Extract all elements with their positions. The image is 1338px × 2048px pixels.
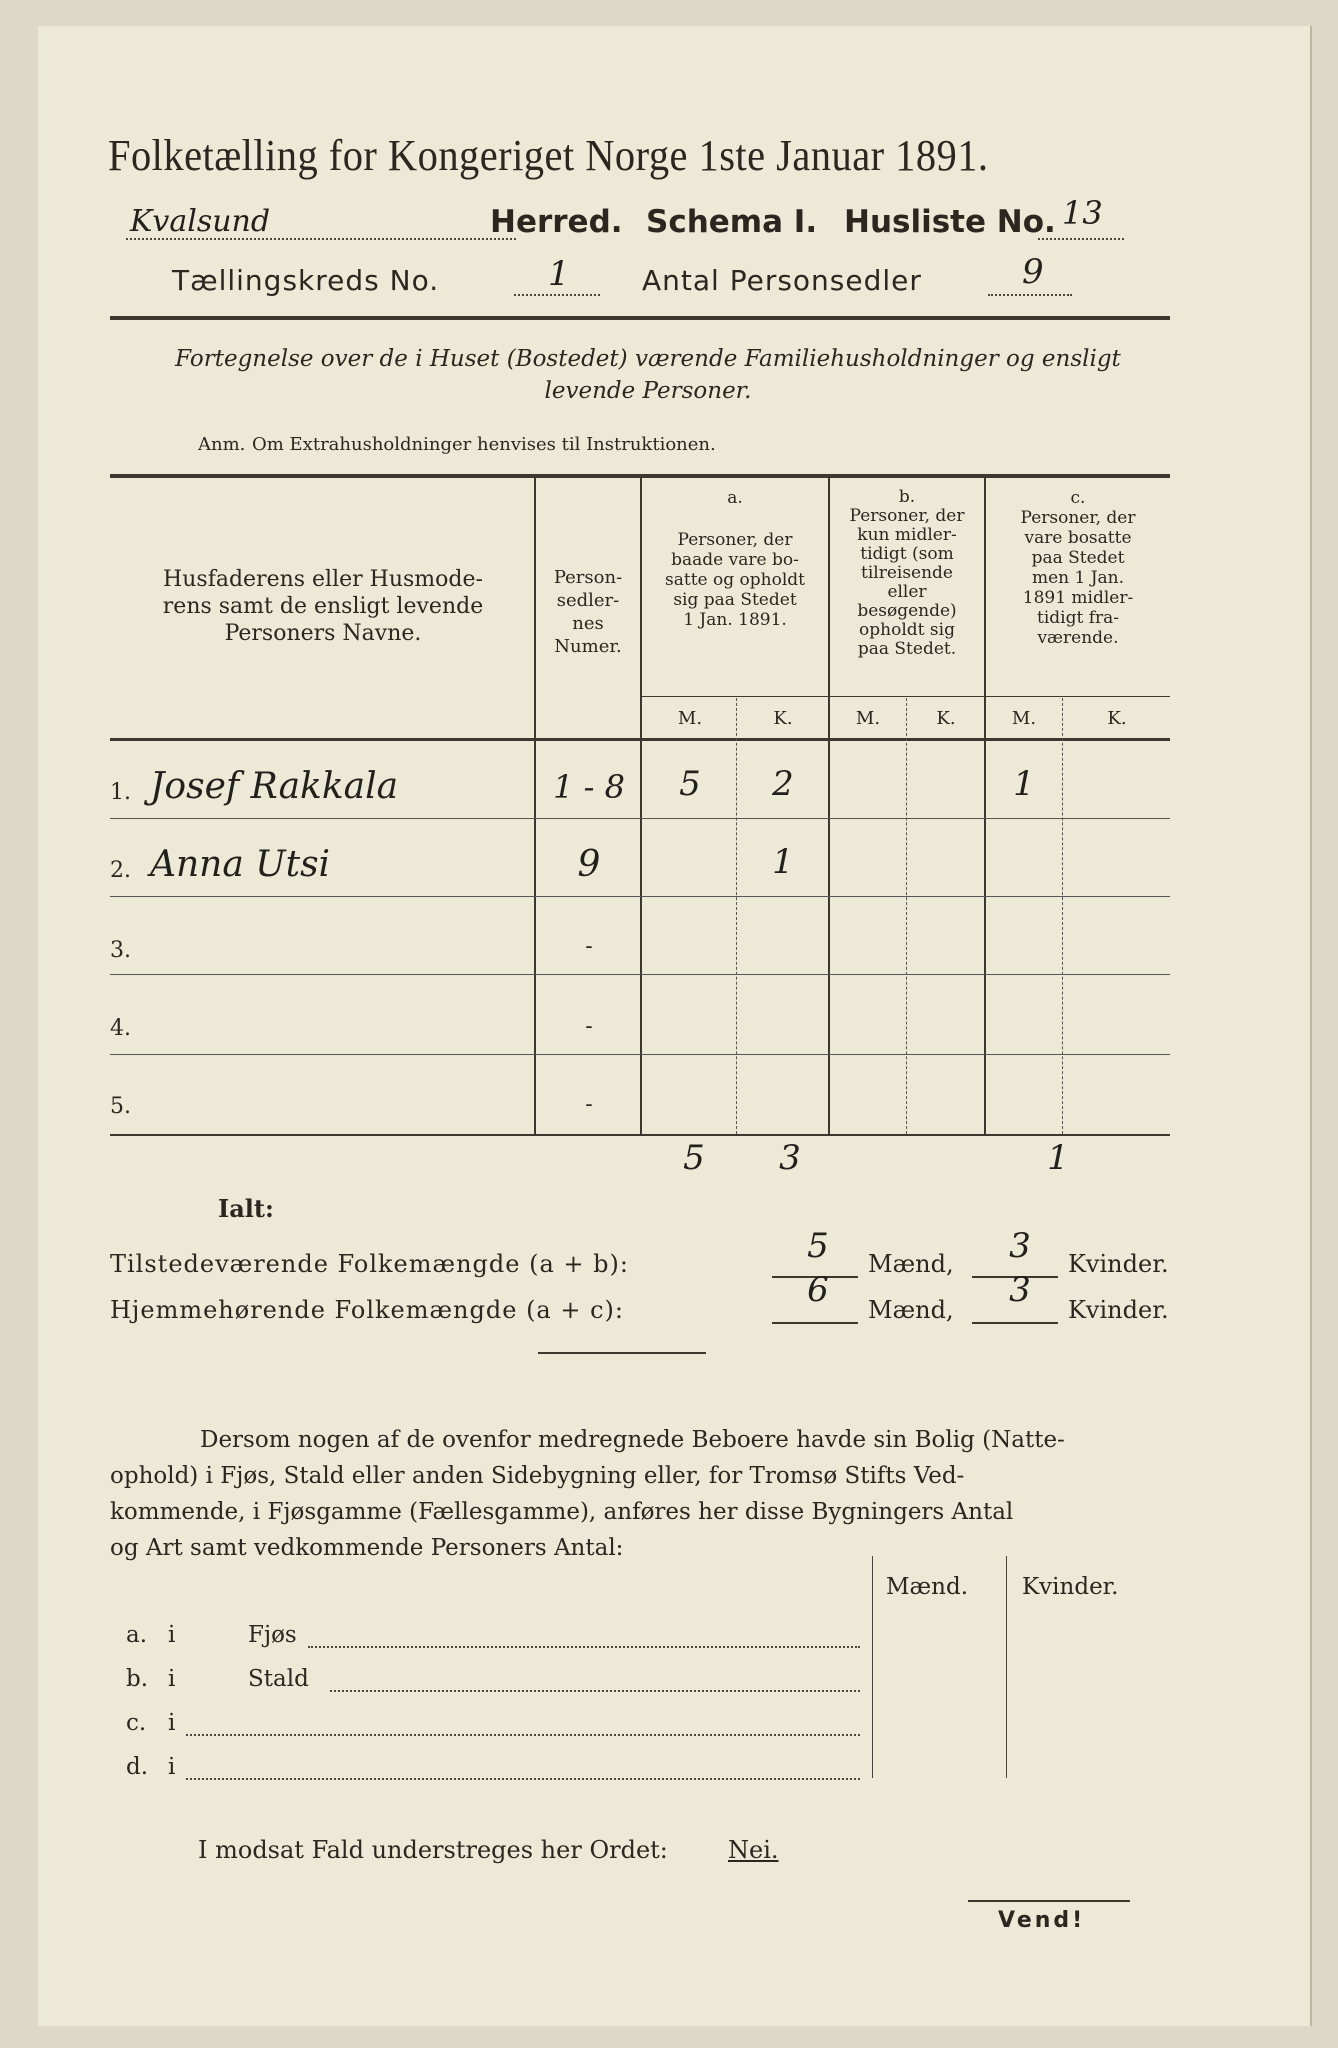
hjem-label: Hjemmehørende Folkemængde (a + c):: [110, 1296, 624, 1324]
hjem-maend-line: [772, 1322, 858, 1324]
col-c-line-4: men 1 Jan.: [1031, 568, 1125, 588]
kreds-label: Tællingskreds No.: [172, 264, 440, 297]
col-a-letter: a.: [727, 488, 743, 508]
col-b-line-2: kun midler-: [857, 525, 957, 545]
col-a-k-label: K.: [773, 708, 793, 729]
kreds-value: 1: [548, 254, 570, 294]
row-1-numer: 1 - 8: [553, 768, 625, 806]
tilst-label: Tilstedeværende Folkemængde (a + b):: [110, 1250, 629, 1278]
buildings-divider-left: [872, 1556, 873, 1778]
names-header-line-1: Husfaderens eller Husmode-: [163, 567, 483, 592]
col-divider-names: [534, 478, 536, 1134]
intro-line-1: Fortegnelse over de i Huset (Bostedet) værende Familiehusholdninger og ensligt: [175, 346, 1121, 372]
col-b-line-6: besøgende): [857, 601, 957, 621]
section-divider: [538, 1352, 706, 1354]
census-form-page: [38, 26, 1312, 2026]
numer-header-line-4: Numer.: [554, 636, 622, 657]
col-divider-b-mk: [906, 698, 908, 1134]
names-header-line-3: Personers Navne.: [224, 621, 422, 646]
ialt-a-m: 5: [683, 1138, 705, 1178]
tilst-maend-label: Mænd,: [868, 1250, 954, 1278]
col-c-line-2: vare bosatte: [1024, 528, 1132, 548]
col-b-line-1: Personer, der: [849, 506, 965, 526]
header-rule: [110, 316, 1170, 320]
row-3-num: 3.: [110, 938, 131, 963]
herred-dotted-line: [126, 238, 516, 240]
col-divider-c-mk: [1062, 698, 1064, 1134]
col-c-header: [986, 488, 1170, 648]
building-a-letter: a.: [126, 1622, 148, 1648]
col-c-letter: c.: [1070, 488, 1086, 508]
husliste-dotted-line: [1038, 238, 1124, 240]
personsedler-value: 9: [1022, 252, 1044, 292]
numer-header-line-2: sedler-: [556, 590, 620, 611]
row-2-a-k: 1: [772, 842, 794, 882]
schema-label: Schema I.: [646, 204, 818, 240]
col-a-header: [644, 488, 826, 630]
building-a-prefix: i: [168, 1622, 176, 1648]
building-c-prefix: i: [168, 1710, 176, 1736]
col-b-letter: b.: [898, 487, 916, 507]
modsat-word-nei: Nei.: [728, 1836, 779, 1864]
herred-value: Kvalsund: [130, 204, 271, 239]
row-2-num: 2.: [110, 858, 131, 883]
ialt-label: Ialt:: [218, 1194, 274, 1223]
col-b-line-5: eller: [887, 582, 927, 602]
col-c-line-7: værende.: [1037, 628, 1119, 648]
vend-rule: [968, 1900, 1130, 1902]
building-b-label: Stald: [248, 1666, 309, 1692]
row-3-rule: [110, 974, 1170, 975]
col-a-line-1: Personer, der: [677, 530, 793, 550]
table-bottom-rule: [110, 1134, 1170, 1136]
row-3-numer: -: [585, 934, 593, 959]
col-b-line-3: tidigt (som: [860, 544, 954, 564]
personsedler-dotted-line: [988, 294, 1072, 296]
form-title: Folketælling for Kongeriget Norge 1ste Januar 1891.: [108, 131, 989, 180]
buildings-para-line-4: og Art samt vedkommende Personers Antal:: [110, 1535, 624, 1561]
row-2-name: Anna Utsi: [150, 844, 331, 885]
hjem-kvinder-label: Kvinder.: [1068, 1296, 1169, 1324]
herred-label: Herred.: [490, 204, 623, 240]
row-5-numer: -: [585, 1092, 593, 1117]
anm-label: Anm.: [198, 434, 246, 455]
building-b-letter: b.: [126, 1666, 149, 1692]
buildings-divider-right: [1006, 1556, 1007, 1778]
col-c-line-1: Personer, der: [1020, 508, 1136, 528]
tilst-maend-value: 5: [807, 1226, 829, 1266]
modsat-text: I modsat Fald understreges her Ordet:: [198, 1836, 668, 1864]
col-divider-numer: [640, 478, 642, 1134]
col-a-line-2: baade vare bo-: [671, 550, 799, 570]
row-2-numer: 9: [577, 844, 601, 885]
husliste-label: Husliste No.: [844, 204, 1056, 240]
col-b-header: [830, 488, 984, 659]
building-d-dots: [186, 1778, 860, 1780]
col-c-k-label: K.: [1107, 708, 1127, 729]
anm-text: Om Extrahusholdninger henvises til Instruktionen.: [252, 434, 716, 455]
col-a-line-3: satte og opholdt: [665, 570, 805, 590]
names-header-line-2: rens samt de ensligt levende: [162, 594, 484, 619]
kreds-dotted-line: [514, 294, 600, 296]
row-1-a-k: 2: [772, 764, 794, 804]
building-a-label: Fjøs: [248, 1622, 297, 1648]
col-b-m-label: M.: [855, 708, 881, 729]
building-a-dots: [308, 1646, 860, 1648]
buildings-maend-header: Mænd.: [886, 1574, 969, 1600]
row-2-rule: [110, 896, 1170, 897]
building-d-prefix: i: [168, 1754, 176, 1780]
names-column-header: [118, 566, 528, 647]
numer-header-line-1: Person-: [553, 567, 623, 588]
building-c-letter: c.: [126, 1710, 147, 1736]
numer-column-header: [538, 566, 638, 658]
building-b-prefix: i: [168, 1666, 176, 1692]
ialt-c-m: 1: [1047, 1138, 1069, 1178]
col-c-m-label: M.: [1011, 708, 1037, 729]
intro-line-2: levende Personer.: [544, 378, 752, 404]
row-1-a-m: 5: [679, 764, 701, 804]
ialt-a-k: 3: [779, 1138, 801, 1178]
col-b-line-8: paa Stedet.: [857, 639, 957, 659]
col-c-line-3: paa Stedet: [1031, 548, 1125, 568]
tilst-kvinder-label: Kvinder.: [1068, 1250, 1169, 1278]
col-a-m-label: M.: [677, 708, 703, 729]
numer-header-line-3: nes: [572, 613, 604, 634]
col-c-line-6: tidigt fra-: [1036, 608, 1119, 628]
row-4-rule: [110, 1054, 1170, 1055]
row-1-c-m: 1: [1013, 764, 1035, 804]
building-d-letter: d.: [126, 1754, 149, 1780]
col-c-line-5: 1891 midler-: [1022, 588, 1134, 608]
buildings-para-line-3: kommende, i Fjøsgamme (Fællesgamme), anføres her disse Bygningers Antal: [110, 1499, 1014, 1525]
hjem-maend-value: 6: [807, 1270, 829, 1310]
hjem-kvinder-line: [972, 1322, 1058, 1324]
col-a-line-5: 1 Jan. 1891.: [683, 610, 787, 630]
buildings-para-line-1: Dersom nogen af de ovenfor medregnede Beboere havde sin Bolig (Natte-: [200, 1427, 1065, 1453]
husliste-value: 13: [1062, 194, 1103, 232]
col-b-line-4: tilreisende: [860, 563, 953, 583]
row-1-rule: [110, 818, 1170, 819]
row-1-name: Josef Rakkala: [150, 766, 399, 807]
buildings-paragraph: [110, 1422, 1174, 1566]
hjem-maend-label: Mænd,: [868, 1296, 954, 1324]
row-4-numer: -: [585, 1014, 593, 1039]
mk-header-rule: [642, 696, 1170, 697]
row-4-num: 4.: [110, 1016, 131, 1041]
buildings-para-line-2: ophold) i Fjøs, Stald eller anden Sidebygning eller, for Tromsø Stifts Ved-: [110, 1463, 965, 1489]
vend-label: Vend!: [998, 1908, 1086, 1933]
row-1-num: 1.: [110, 780, 131, 805]
col-a-line-4: sig paa Stedet: [673, 590, 797, 610]
col-b-k-label: K.: [936, 708, 956, 729]
hjem-kvinder-value: 3: [1009, 1270, 1031, 1310]
col-b-line-7: opholdt sig: [859, 620, 955, 640]
personsedler-label: Antal Personsedler: [642, 264, 922, 297]
tilst-kvinder-value: 3: [1009, 1226, 1031, 1266]
building-b-dots: [330, 1690, 860, 1692]
buildings-kvinder-header: Kvinder.: [1022, 1574, 1119, 1600]
row-5-num: 5.: [110, 1094, 131, 1119]
building-c-dots: [186, 1734, 860, 1736]
